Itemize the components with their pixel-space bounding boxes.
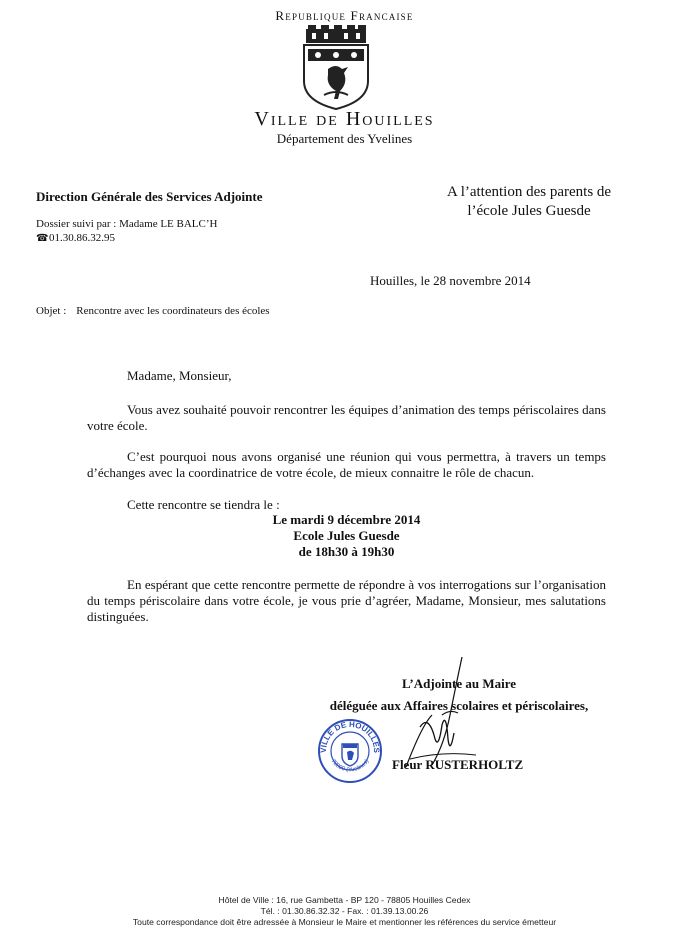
paragraph-1-text: Vous avez souhaité pouvoir rencontrer les équipes d’animation des temps périscolaires dans votre école. <box>87 402 606 433</box>
sender-phone-number: 01.30.86.32.95 <box>49 232 115 244</box>
sender-direction: Direction Générale des Services Adjointe <box>36 189 263 204</box>
svg-text:VILLE DE HOUILLES: VILLE DE HOUILLES <box>318 719 382 754</box>
city-name-heading: Ville de Houilles <box>254 108 435 130</box>
footer-notice: Toute correspondance doit être adressée à Monsieur le Maire et mentionner les références du service émetteur <box>132 917 557 927</box>
city-coat-of-arms-icon <box>298 25 374 111</box>
event-date: Le mardi 9 décembre 2014 <box>272 512 421 527</box>
letter-footer <box>0 895 689 928</box>
subject-line <box>36 305 270 317</box>
department-subheading: Département des Yvelines <box>276 131 413 146</box>
footer-address: Hôtel de Ville : 16, rue Gambetta - BP 120 - 78805 Houilles Cedex <box>218 895 471 905</box>
subject-label: Objet : <box>36 305 67 317</box>
letter-date: Houilles, le 28 novembre 2014 <box>370 273 531 288</box>
subject-text: Rencontre avec les coordinateurs des écoles <box>76 305 270 317</box>
recipient-line-1: A l’attention des parents de <box>446 184 612 200</box>
sender-phone <box>36 232 115 244</box>
paragraph-2-text: C’est pourquoi nous avons organisé une réunion qui vous permettra, à travers un temps d’échanges avec la coordinatrice de votre école, de mieux connaitre le rôle de chacun. <box>87 449 606 480</box>
city-seal-stamp <box>317 718 383 784</box>
paragraph-2 <box>87 449 606 481</box>
republique-francaise-heading: Republique Francaise <box>275 8 414 23</box>
paragraph-1 <box>87 402 606 434</box>
signatory-title-line-1: L’Adjointe au Maire <box>401 676 517 691</box>
event-time: de 18h30 à 19h30 <box>298 544 395 559</box>
paragraph-3: Cette rencontre se tiendra le : <box>127 497 280 512</box>
event-place: Ecole Jules Guesde <box>293 528 400 543</box>
signatory-name: Fleur RUSTERHOLTZ <box>392 757 524 772</box>
recipient-line-2: l’école Jules Guesde <box>467 203 591 219</box>
telephone-icon: ☎ <box>36 233 49 244</box>
footer-phone-fax: Tél. : 01.30.86.32.32 - Fax. : 01.39.13.00.26 <box>260 906 429 916</box>
event-details <box>87 512 606 560</box>
salutation: Madame, Monsieur, <box>127 368 232 383</box>
dossier-followed-by: Dossier suivi par : Madame LE BALC’H <box>36 218 218 230</box>
signatory-title-line-2: déléguée aux Affaires scolaires et périscolaires, <box>329 698 589 713</box>
recipient-block <box>420 183 638 221</box>
paragraph-4: En espérant que cette rencontre permette de répondre à vos interrogations sur l’organisation du temps périscolaire dans votre école, je vous prie d’agréer, Madame, Monsieur, mes salutations distinguées. <box>87 577 606 624</box>
svg-text:78800 (Yvelines): 78800 (Yvelines) <box>329 758 371 774</box>
